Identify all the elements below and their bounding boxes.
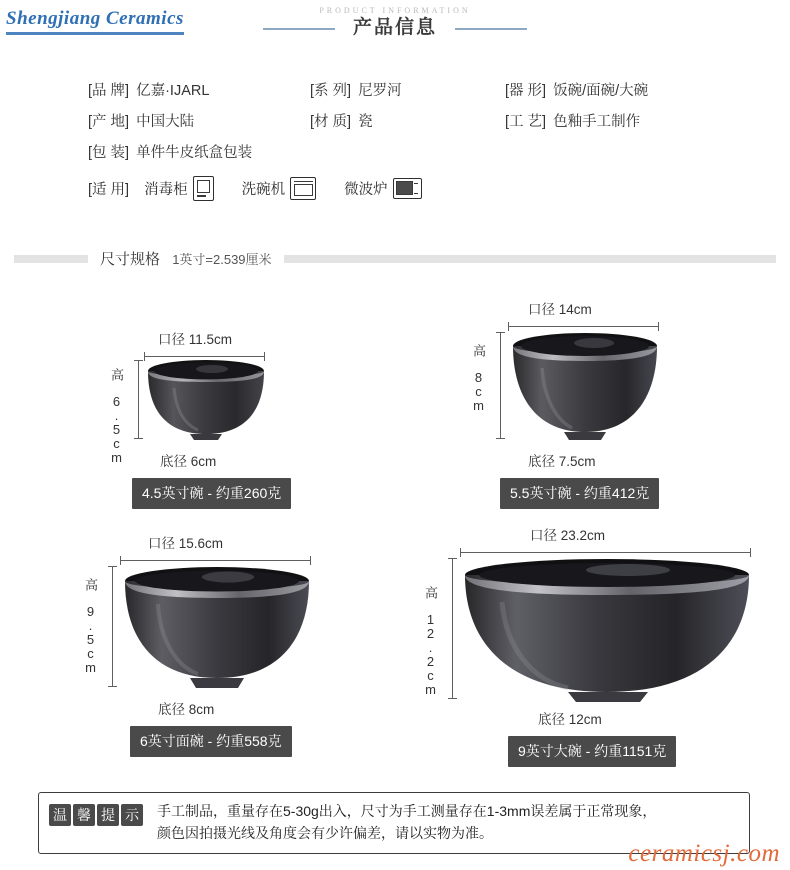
bowl-grid xyxy=(0,288,790,778)
microwave-icon xyxy=(393,178,422,199)
title-rule-left xyxy=(263,28,335,30)
tip-badge-char: 馨 xyxy=(73,804,95,826)
spec-cell-series xyxy=(310,79,505,100)
spec-value: 尼罗河 xyxy=(358,83,402,99)
bowl-2-base-diameter-label: 底径 7.5cm xyxy=(528,454,596,469)
bowl-1-base-diameter-label: 底径 6cm xyxy=(160,454,217,469)
measure-cap xyxy=(448,558,457,559)
brand-logo: Shengjiang Ceramics xyxy=(6,8,184,29)
spec-cell-brand xyxy=(88,79,310,100)
size-heading-title: 尺寸规格 xyxy=(100,251,161,268)
bowl-3-drawing xyxy=(120,564,314,692)
bowl-4-top-measure-line xyxy=(460,552,750,553)
size-section-heading xyxy=(0,248,790,269)
page-title: 产品信息 xyxy=(352,17,437,38)
bowl-3-top-diameter-label: 口径 15.6cm xyxy=(148,536,224,551)
bowl-image-4 xyxy=(460,556,754,706)
spec-row xyxy=(0,105,790,136)
heading-rule-right xyxy=(284,255,776,263)
spec-cell-shape xyxy=(505,79,648,100)
spec-key: [工 艺] xyxy=(505,114,547,130)
tip-badge xyxy=(49,804,145,826)
usage-item-dishwasher xyxy=(242,177,317,200)
bowl-1-height-label: 高 6.5cm xyxy=(109,368,124,464)
measure-cap xyxy=(496,332,505,333)
spec-cell-origin xyxy=(88,110,310,131)
bowl-3-base-diameter-label: 底径 8cm xyxy=(158,702,215,717)
page-header xyxy=(0,6,790,58)
bowl-1-top-diameter-label: 口径 11.5cm xyxy=(158,332,233,347)
bowl-image-3 xyxy=(120,564,314,692)
spec-value: 瓷 xyxy=(358,114,373,130)
bowl-4-height-label: 高 12.2cm xyxy=(423,586,438,696)
usage-label: 消毒柜 xyxy=(144,181,188,198)
heading-rule-left xyxy=(14,255,88,263)
bowl-4-base-diameter-label: 底径 12cm xyxy=(538,712,602,727)
spec-value: 单件牛皮纸盒包装 xyxy=(136,145,253,161)
title-rule-right xyxy=(455,28,527,30)
spec-key: [材 质] xyxy=(310,114,352,130)
bowl-2-top-diameter-label: 口径 14cm xyxy=(528,302,592,317)
bowl-image-1 xyxy=(144,358,268,442)
tip-badge-char: 示 xyxy=(121,804,143,826)
measure-cap xyxy=(496,438,505,439)
spec-key: [包 装] xyxy=(88,145,130,161)
dishwasher-icon xyxy=(290,177,316,200)
spec-key-usage: [适 用] xyxy=(88,181,130,198)
bowl-2-height-measure-line xyxy=(500,332,501,438)
spec-block xyxy=(0,74,790,209)
bowl-4-height-measure-line xyxy=(452,558,453,698)
sterilizer-icon xyxy=(193,176,214,201)
spec-key: [产 地] xyxy=(88,114,130,130)
measure-cap xyxy=(134,438,143,439)
bowl-4-top-diameter-label: 口径 23.2cm xyxy=(530,528,606,543)
bowl-1-top-measure-line xyxy=(144,356,264,357)
tip-line-1: 手工制品，重量存在5-30g出入，尺寸为手工测量存在1-3mm误差属于正常现象， xyxy=(157,803,657,819)
measure-cap xyxy=(448,698,457,699)
bowl-3-height-measure-line xyxy=(112,566,113,686)
tip-line-2: 颜色因拍摄光线及角度会有少许偏差，请以实物为准。 xyxy=(157,824,493,841)
spec-key: [器 形] xyxy=(505,83,547,99)
bowl-2-height-label: 高 8cm xyxy=(471,344,486,412)
tip-text xyxy=(157,801,656,844)
size-heading-text xyxy=(100,248,272,269)
size-heading-note: 1英寸=2.539厘米 xyxy=(172,252,272,267)
bowl-card-2 xyxy=(452,288,772,518)
bowl-4-drawing xyxy=(460,556,754,706)
measure-cap xyxy=(108,566,117,567)
tip-badge-char: 温 xyxy=(49,804,71,826)
bowl-1-drawing xyxy=(144,358,268,442)
spec-key: [系 列] xyxy=(310,83,352,99)
bowl-image-2 xyxy=(508,330,662,444)
bowl-2-drawing xyxy=(508,330,662,444)
bowl-card-3 xyxy=(72,522,392,766)
bowl-card-1 xyxy=(92,298,392,518)
spec-cell-craft xyxy=(505,110,640,131)
spec-row xyxy=(0,74,790,105)
spec-cell-packaging xyxy=(88,141,310,162)
usage-item-sterilizer xyxy=(144,176,214,201)
spec-value: 色釉手工制作 xyxy=(553,114,641,130)
bowl-3-top-measure-line xyxy=(120,560,310,561)
bowl-2-name-label: 5.5英寸碗 - 约重412克 xyxy=(500,478,659,509)
spec-row-usage xyxy=(88,167,790,209)
bowl-1-height-measure-line xyxy=(138,360,139,438)
spec-row xyxy=(0,136,790,167)
usage-label: 洗碗机 xyxy=(241,181,286,198)
measure-cap xyxy=(108,686,117,687)
bowl-1-name-label: 4.5英寸碗 - 约重260克 xyxy=(132,478,291,509)
bowl-3-height-label: 高 9.5cm xyxy=(83,578,98,674)
bowl-card-4 xyxy=(420,510,770,766)
spec-value: 饭碗/面碗/大碗 xyxy=(553,83,649,99)
spec-value: 亿嘉·IJARL xyxy=(136,83,210,99)
measure-cap xyxy=(134,360,143,361)
bowl-3-name-label: 6英寸面碗 - 约重558克 xyxy=(130,726,292,757)
spec-key: [品 牌] xyxy=(88,83,130,99)
page-subtitle: PRODUCT INFORMATION xyxy=(319,6,471,15)
watermark: ceramicsj.com xyxy=(628,840,780,867)
bowl-2-top-measure-line xyxy=(508,326,658,327)
usage-item-microwave xyxy=(344,178,422,199)
usage-label: 微波炉 xyxy=(344,181,388,198)
spec-cell-material xyxy=(310,110,505,131)
bowl-4-name-label: 9英寸大碗 - 约重1151克 xyxy=(508,736,676,767)
spec-value: 中国大陆 xyxy=(136,114,195,130)
page-title-wrap xyxy=(0,12,790,39)
tip-badge-char: 提 xyxy=(97,804,119,826)
